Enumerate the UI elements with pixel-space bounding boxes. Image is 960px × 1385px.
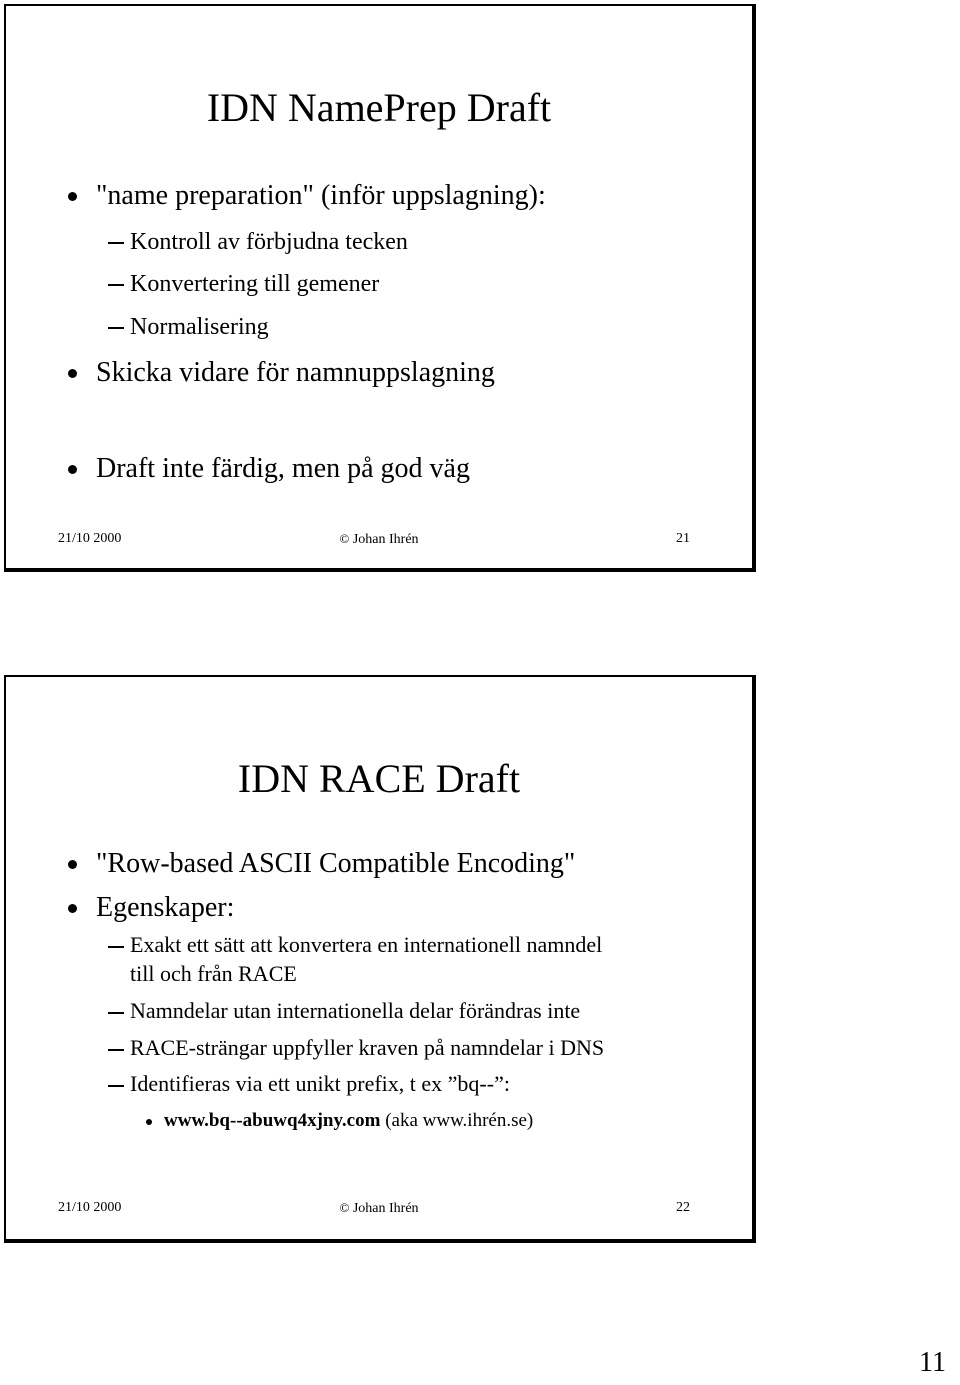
sub-bullet-item: Konvertering till gemener [130,271,380,297]
dash-icon [108,327,124,329]
bullet-dot-icon [68,860,77,869]
sub-sub-bullet-item [164,1111,533,1130]
bullet-item: Skicka vidare för namnuppslagning [96,357,495,388]
footer-author: Johan Ihrén [352,1201,419,1216]
dash-icon [108,1049,124,1051]
dash-icon [108,1085,124,1087]
bullet-dot-icon [146,1119,152,1125]
page-number: 11 [919,1347,946,1378]
sub-bullet-item: Namndelar utan internationella delar förändras inte [130,998,581,1023]
bullet-item: Draft inte färdig, men på god väg [96,453,470,484]
dash-icon [108,946,124,948]
race-example-aka: (aka www.ihrén.se) [380,1110,534,1131]
copyright-icon: © [339,531,350,546]
bullet-item: "name preparation" (inför uppslagning): [96,180,546,211]
slide-22 [4,675,756,1243]
footer-date: 21/10 2000 [58,1200,122,1215]
footer-author: Johan Ihrén [352,532,419,547]
sub-bullet-continuation: till och från RACE [130,961,297,986]
dash-icon [108,1012,124,1014]
footer-slide-number: 22 [676,1200,690,1215]
footer-author-block [6,1201,752,1216]
sub-bullet-item: RACE-strängar uppfyller kraven på namndelar i DNS [130,1035,605,1060]
bullet-item: Egenskaper: [96,892,235,923]
dash-icon [108,284,124,286]
bullet-dot-icon [68,904,77,913]
dash-icon [108,242,124,244]
slide-title: IDN RACE Draft [237,756,521,801]
footer-slide-number: 21 [676,531,690,546]
footer-author-block [6,532,752,547]
copyright-icon: © [339,1200,350,1215]
sub-bullet-item: Exakt ett sätt att konvertera en internationell namndel [130,932,603,957]
bullet-dot-icon [68,192,77,201]
sub-bullet-item: Normalisering [130,314,269,340]
footer-date: 21/10 2000 [58,531,122,546]
bullet-dot-icon [68,369,77,378]
slide-title: IDN NamePrep Draft [206,85,552,130]
bullet-item: "Row-based ASCII Compatible Encoding" [96,848,576,879]
bullet-dot-icon [68,465,77,474]
race-example-domain: www.bq--abuwq4xjny.com [164,1110,381,1131]
slide-21 [4,4,756,572]
sub-bullet-item: Kontroll av förbjudna tecken [130,229,408,255]
sub-bullet-item: Identifieras via ett unikt prefix, t ex ”bq--”: [130,1071,510,1096]
